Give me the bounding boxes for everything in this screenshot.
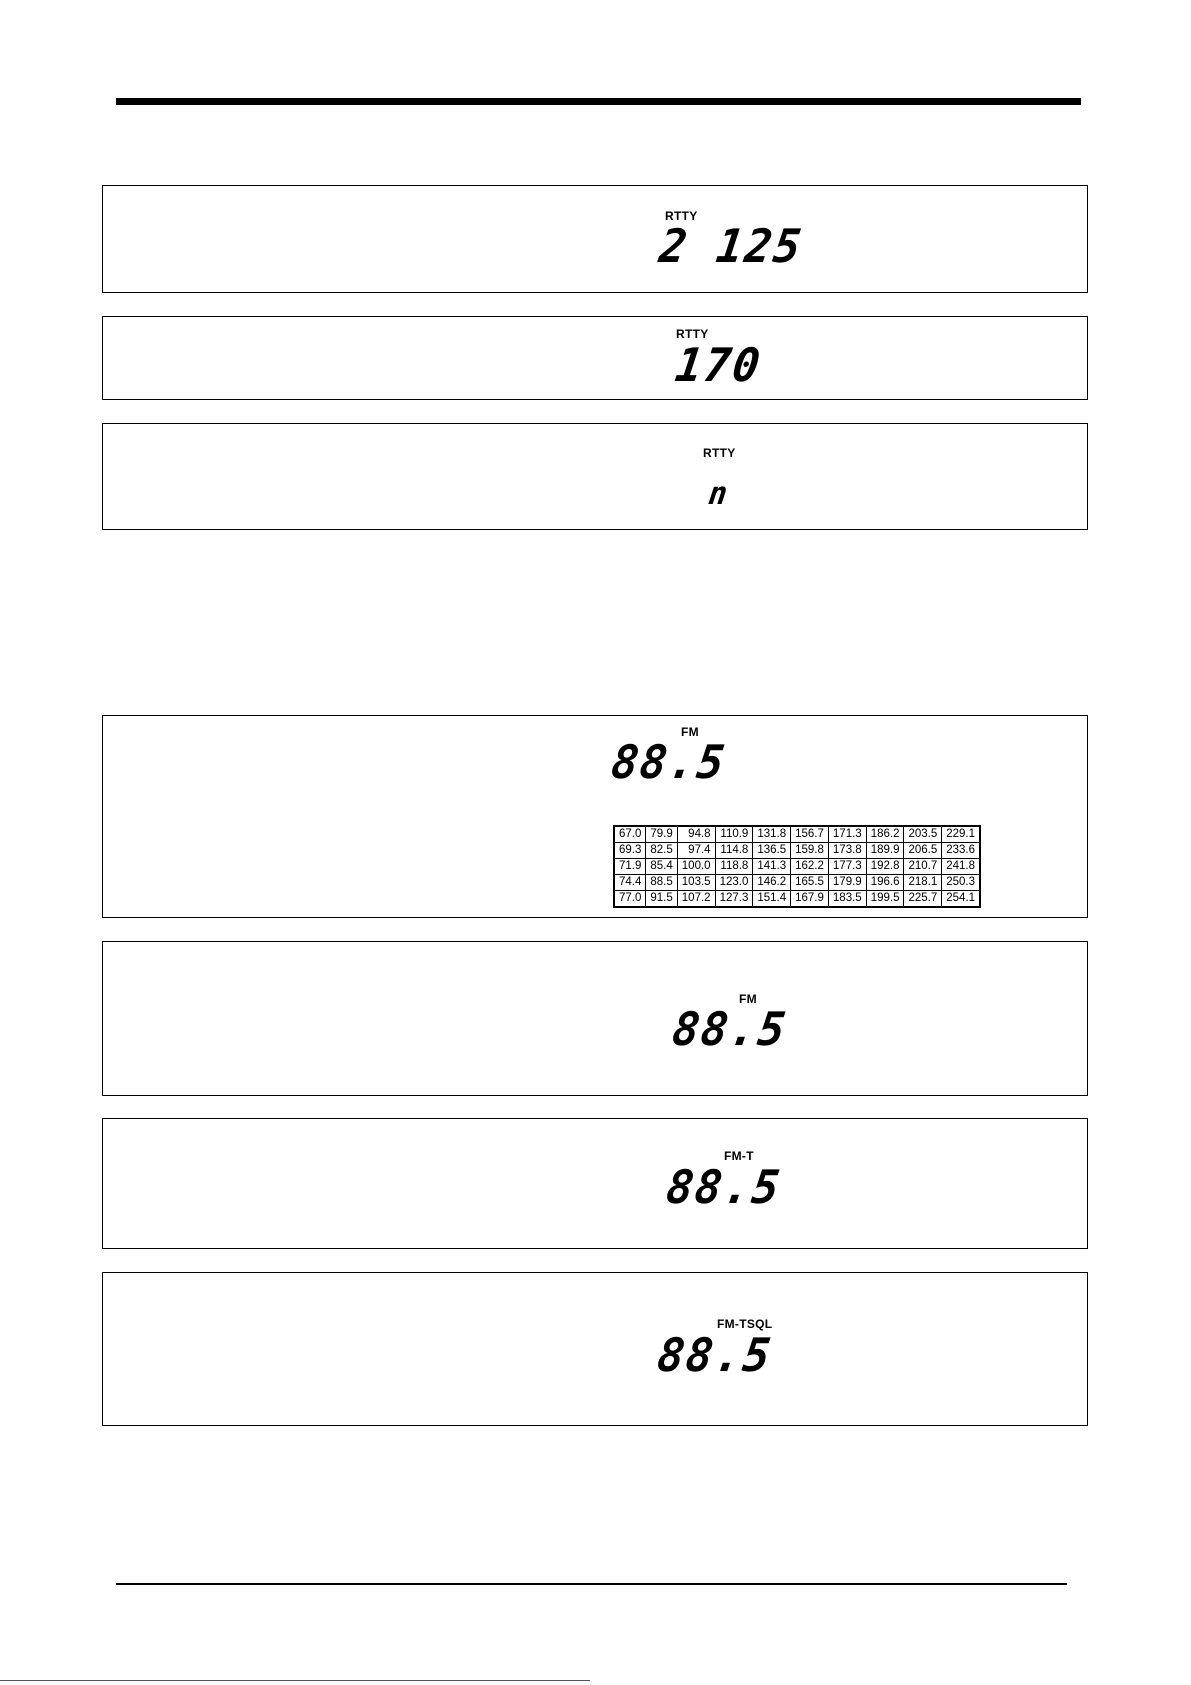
fm-tone-encode-panel [102, 1118, 1088, 1249]
ctcss-cell: 233.6 [942, 843, 980, 859]
mode-label: FM-T [724, 1149, 754, 1163]
ctcss-frequency-table [613, 825, 981, 908]
mode-label: RTTY [703, 446, 736, 460]
ctcss-cell: 159.8 [791, 843, 829, 859]
ctcss-row [614, 891, 980, 908]
ctcss-cell: 123.0 [715, 875, 753, 891]
ctcss-cell: 141.3 [753, 859, 791, 875]
ctcss-cell: 254.1 [942, 891, 980, 908]
ctcss-cell: 229.1 [942, 826, 980, 843]
ctcss-row [614, 826, 980, 843]
ctcss-cell: 162.2 [791, 859, 829, 875]
fm-tone-squelch-panel [102, 1272, 1088, 1426]
ctcss-cell: 88.5 [646, 875, 677, 891]
ctcss-cell: 94.8 [677, 826, 715, 843]
fm-tone-panel [102, 715, 1088, 918]
mode-label: FM-TSQL [717, 1317, 773, 1331]
ctcss-cell: 189.9 [866, 843, 904, 859]
ctcss-cell: 173.8 [828, 843, 866, 859]
ctcss-cell: 97.4 [677, 843, 715, 859]
ctcss-cell: 241.8 [942, 859, 980, 875]
ctcss-cell: 151.4 [753, 891, 791, 908]
footer-rule [116, 1583, 1067, 1585]
ctcss-cell: 114.8 [715, 843, 753, 859]
ctcss-cell: 100.0 [677, 859, 715, 875]
ctcss-row [614, 843, 980, 859]
ctcss-cell: 199.5 [866, 891, 904, 908]
ctcss-cell: 103.5 [677, 875, 715, 891]
ctcss-cell: 196.6 [866, 875, 904, 891]
ctcss-cell: 127.3 [715, 891, 753, 908]
ctcss-cell: 171.3 [828, 826, 866, 843]
ctcss-cell: 85.4 [646, 859, 677, 875]
ctcss-cell: 91.5 [646, 891, 677, 908]
lcd-display: 88.5 [669, 1002, 791, 1057]
ctcss-cell: 107.2 [677, 891, 715, 908]
ctcss-cell: 77.0 [614, 891, 646, 908]
page-edge-line [0, 1680, 590, 1681]
ctcss-cell: 179.9 [828, 875, 866, 891]
ctcss-cell: 71.9 [614, 859, 646, 875]
ctcss-row [614, 875, 980, 891]
ctcss-cell: 146.2 [753, 875, 791, 891]
ctcss-row [614, 859, 980, 875]
ctcss-cell: 225.7 [904, 891, 942, 908]
ctcss-cell: 156.7 [791, 826, 829, 843]
mode-label: FM [739, 992, 757, 1006]
ctcss-cell: 203.5 [904, 826, 942, 843]
ctcss-cell: 136.5 [753, 843, 791, 859]
ctcss-cell: 118.8 [715, 859, 753, 875]
lcd-display: 88.5 [663, 1160, 785, 1215]
ctcss-cell: 165.5 [791, 875, 829, 891]
mode-label: RTTY [676, 327, 709, 341]
fm-panel [102, 941, 1088, 1096]
rtty-polarity-panel [102, 423, 1088, 530]
lcd-display: n [706, 475, 732, 513]
mode-label: FM [681, 725, 699, 739]
lcd-display: 88.5 [608, 735, 730, 790]
mode-label: RTTY [665, 209, 698, 223]
lcd-display: 88.5 [654, 1328, 776, 1383]
ctcss-cell: 177.3 [828, 859, 866, 875]
ctcss-cell: 82.5 [646, 843, 677, 859]
ctcss-cell: 218.1 [904, 875, 942, 891]
ctcss-cell: 131.8 [753, 826, 791, 843]
ctcss-cell: 69.3 [614, 843, 646, 859]
ctcss-cell: 206.5 [904, 843, 942, 859]
ctcss-cell: 210.7 [904, 859, 942, 875]
header-rule [116, 98, 1081, 105]
lcd-display: 170 [672, 338, 766, 393]
ctcss-cell: 110.9 [715, 826, 753, 843]
ctcss-cell: 250.3 [942, 875, 980, 891]
ctcss-cell: 186.2 [866, 826, 904, 843]
ctcss-cell: 167.9 [791, 891, 829, 908]
ctcss-cell: 192.8 [866, 859, 904, 875]
ctcss-cell: 67.0 [614, 826, 646, 843]
lcd-display: 2 125 [656, 219, 807, 274]
ctcss-cell: 79.9 [646, 826, 677, 843]
ctcss-cell: 74.4 [614, 875, 646, 891]
ctcss-cell: 183.5 [828, 891, 866, 908]
rtty-tone-panel [102, 185, 1088, 293]
rtty-shift-panel [102, 316, 1088, 400]
